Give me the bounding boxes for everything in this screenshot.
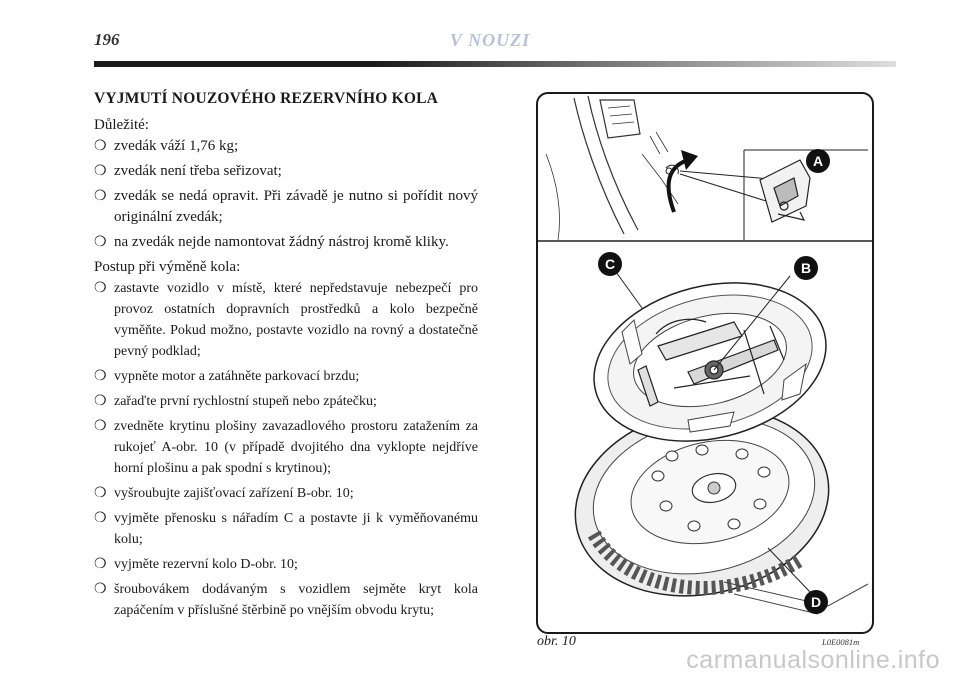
trunk-floor-drawing — [546, 96, 678, 240]
bullet-icon: ❍ — [94, 281, 107, 296]
list-item: ❍ zařaďte první rychlostní stupeň nebo zpátečku; — [94, 391, 478, 412]
procedure-list — [94, 278, 478, 621]
procedure-label: Postup při výměně kola: — [94, 259, 241, 275]
tool-tray-drawing — [577, 260, 843, 465]
curved-arrow-icon — [669, 150, 698, 212]
list-item: ❍ vyjměte přenosku s nářadím C a postavte ji k vyměňovanému kolu; — [94, 508, 478, 550]
list-item: ❍ vyšroubujte zajišťovací zařízení B-obr. 10; — [94, 483, 478, 504]
list-item: ❍ zvedák se nedá opravit. Při závadě je nutno si pořídit nový originální zvedák; — [94, 188, 478, 225]
svg-text:A: A — [812, 153, 824, 169]
handle-inset-drawing — [760, 160, 810, 222]
bullet-icon: ❍ — [94, 511, 107, 526]
callout-b — [794, 256, 818, 280]
important-label: Důležité: — [94, 117, 149, 133]
svg-text:D: D — [810, 594, 822, 610]
important-list — [94, 136, 478, 253]
svg-text:B: B — [800, 260, 812, 276]
text-column — [94, 88, 478, 625]
callout-c — [598, 252, 622, 276]
bullet-icon: ❍ — [94, 189, 107, 204]
callout-d — [804, 590, 828, 614]
bullet-icon: ❍ — [94, 394, 107, 409]
list-item: ❍ zvedněte krytinu plošiny zavazadlového prostoru zatažením za rukojeť A-obr. 10 (v případě dvojitého dna vyklopte nejdříve horní plošinu a pak spodní s krytinou); — [94, 416, 478, 479]
figure-code: L0E0081m — [822, 637, 860, 647]
list-item: ❍ zastavte vozidlo v místě, které nepředstavuje nebezpečí pro provoz ostatních dopravních prostředků a kolo bezpečně vyměňte. Pokud možno, postavte vozidlo na rovný a dostatečně pevný podklad; — [94, 278, 478, 362]
bullet-icon: ❍ — [94, 582, 107, 597]
bullet-icon: ❍ — [94, 164, 107, 179]
list-item: ❍ vypněte motor a zatáhněte parkovací brzdu; — [94, 366, 478, 387]
figure-illustration — [536, 92, 874, 634]
bullet-icon: ❍ — [94, 557, 107, 572]
section-title: VYJMUTÍ NOUZOVÉHO REZERVNÍHO KOLA — [94, 90, 439, 107]
spare-wheel-illustration — [538, 94, 872, 632]
list-item: ❍ vyjměte rezervní kolo D-obr. 10; — [94, 554, 478, 575]
svg-text:C: C — [604, 256, 616, 272]
list-item: ❍ zvedák není třeba seřizovat; — [94, 161, 478, 182]
bullet-icon: ❍ — [94, 369, 107, 384]
running-head: V NOUZI — [449, 30, 531, 50]
list-item: ❍ šroubovákem dodávaným s vozidlem sejměte kryt kola zapáčením v příslušné štěrbině po vnějším obvodu krytu; — [94, 579, 478, 621]
bullet-icon: ❍ — [94, 139, 107, 154]
bullet-icon: ❍ — [94, 419, 107, 434]
page-number: 196 — [94, 30, 120, 49]
list-item: ❍ zvedák váží 1,76 kg; — [94, 136, 478, 157]
callout-a — [806, 149, 830, 173]
header-rule — [94, 61, 896, 67]
bullet-icon: ❍ — [94, 486, 107, 501]
watermark: carmanualsonline.info — [686, 646, 940, 674]
list-item: ❍ na zvedák nejde namontovat žádný nástroj kromě kliky. — [94, 232, 478, 253]
figure-caption: obr. 10 — [537, 634, 576, 649]
bullet-icon: ❍ — [94, 235, 107, 250]
